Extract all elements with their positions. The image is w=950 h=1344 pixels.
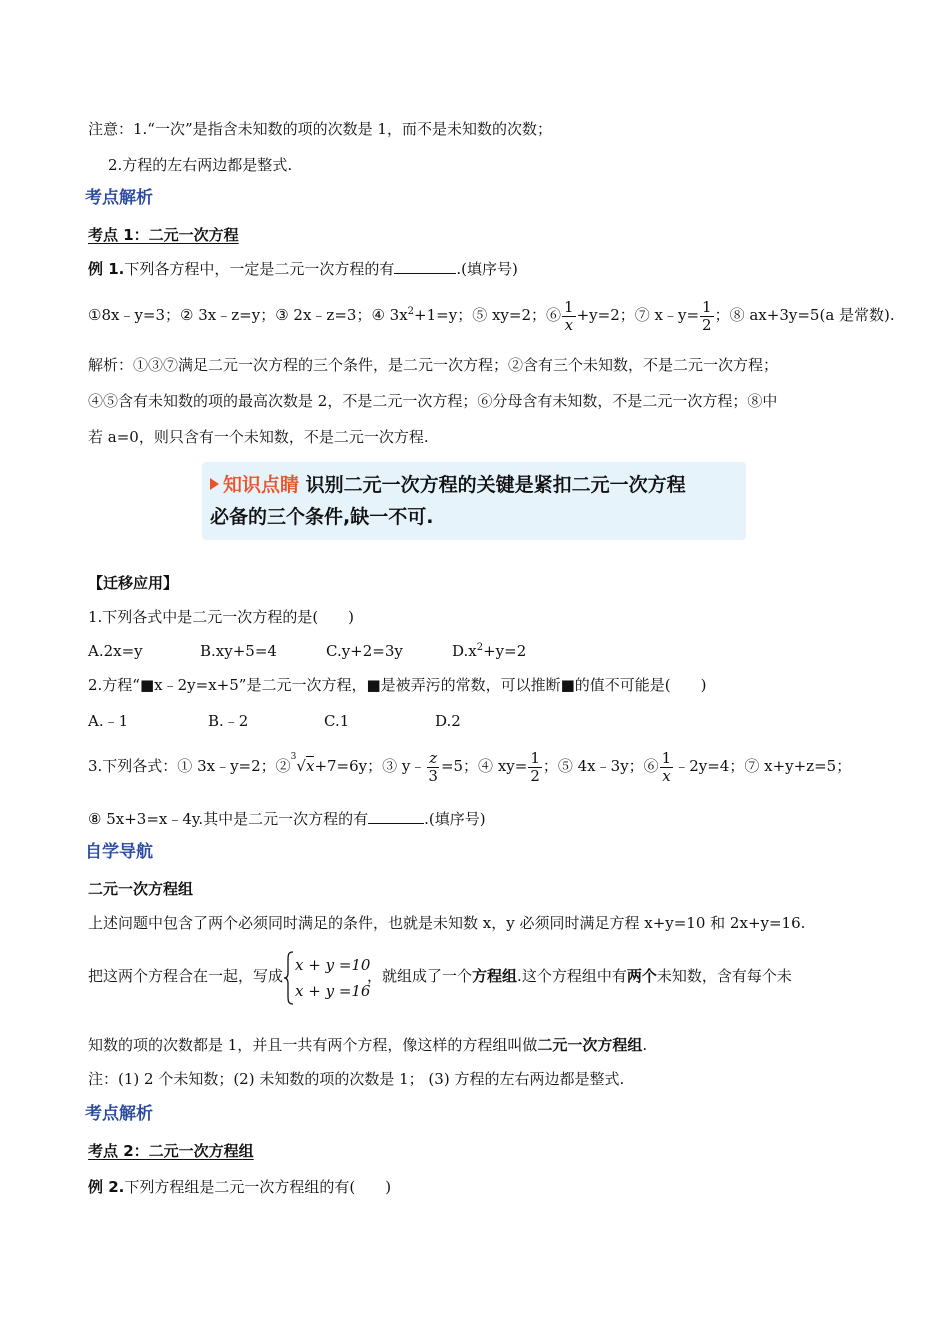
tip-line-2: 必备的三个条件,缺一不可.: [210, 506, 434, 528]
equation-8: ⑧ ax+3y=5(a 是常数).: [729, 306, 895, 324]
analysis-line-2: ④⑤含有未知数的项的最高次数是 2，不是二元一次方程；⑥分母含有未知数，不是二元一次方程；⑧中: [88, 392, 778, 410]
equation-system: [283, 951, 371, 1003]
fraction-denominator: 3: [428, 766, 438, 785]
practice-question-2: 2.方程“■x﹣2y=x+5”是二元一次方程，■是被弄污的常数，可以推断■的值不可能是( ): [88, 676, 707, 694]
q3-part-5: ﹣2y=4；⑦ x+y+z=5；: [674, 757, 852, 775]
equation-7-lhs: ⑦ x﹣y=: [634, 306, 700, 324]
tip-tag: 知识点睛: [223, 474, 300, 496]
knowledge-tip-box: [202, 462, 746, 540]
q3-line-2-suffix: .(填序号): [424, 810, 486, 828]
option-d-rest: +y=2: [483, 642, 527, 660]
practice-question-1: 1.下列各式中是二元一次方程的是( ): [88, 608, 355, 626]
example-1-equations: [88, 297, 895, 334]
example-1-text: 下列各方程中，一定是二元一次方程的有: [124, 260, 395, 278]
equation-4-rest: +1=y；: [414, 306, 473, 324]
section-heading-zixue: 自学导航: [85, 842, 153, 862]
fraction-denominator: x: [662, 766, 671, 785]
equation-4-base: ④ 3x: [371, 306, 408, 324]
p2-mid-2: .这个方程组中有: [517, 967, 627, 985]
option-d-exponent: 2: [476, 642, 484, 653]
q3-lead: 3.下列各式：① 3x﹣y=2；②: [88, 757, 291, 775]
fraction-numerator: 1: [530, 748, 540, 767]
example-2-label: 例 2.: [88, 1178, 125, 1196]
fraction-denominator: 2: [702, 315, 712, 334]
p2-lead: 把这两个方程合在一起，写成: [88, 967, 284, 985]
p3-tail: .: [642, 1036, 648, 1054]
section-2-paragraph-3: [88, 1034, 880, 1056]
option-a[interactable]: A.﹣1: [88, 712, 129, 730]
section-heading-kaodian: 考点解析: [85, 188, 153, 208]
tip-line-1: 识别二元一次方程的关键是紧扣二元一次方程: [305, 474, 686, 496]
equation-6-rest: +y=2；: [576, 306, 635, 324]
fraction-numerator: 1: [564, 297, 574, 316]
option-c[interactable]: C.1: [324, 712, 350, 730]
option-b[interactable]: B.xy+5=4: [200, 642, 277, 660]
fraction-numerator: 1: [661, 748, 672, 767]
fraction-denominator: 2: [530, 766, 540, 785]
example-1-answer-blank[interactable]: [394, 259, 456, 274]
q3-part-2: +7=6y；③ y﹣: [314, 757, 426, 775]
p2-tail: 未知数，含有每个未: [656, 967, 792, 985]
q3-fraction-1: [426, 750, 440, 785]
point-1-title-row: [88, 224, 880, 246]
equation-7-fraction: [700, 299, 714, 334]
equation-2: ② 3x﹣z=y；: [180, 306, 276, 324]
equation-4-exponent: 2: [407, 306, 415, 317]
option-d[interactable]: D.2: [435, 712, 461, 730]
example-1-label: 例 1.: [88, 260, 125, 278]
practice-question-3: [88, 748, 880, 785]
section-2-note: 注：(1) 2 个未知数；(2) 未知数的项的次数是 1； (3) 方程的左右两边都是整式.: [88, 1070, 625, 1088]
equation-3: ③ 2x﹣z=3；: [275, 306, 372, 324]
p3-lead: 知数的项的次数都是 1，并且一共有两个方程，像这样的方程组叫做: [88, 1036, 538, 1054]
option-d[interactable]: [452, 640, 526, 662]
fraction-numerator: 1: [702, 297, 712, 316]
practice-heading: 【迁移应用】: [88, 574, 179, 592]
example-2-text: 下列方程组是二元一次方程组的有( ): [124, 1178, 392, 1196]
q3-line-2-text: ⑧ 5x+3=x﹣4y.其中是二元一次方程的有: [88, 810, 369, 828]
equation-6: [546, 297, 635, 334]
left-brace-icon: [283, 951, 295, 1005]
section-2-paragraph-1: 上述问题中包含了两个必须同时满足的条件，也就是未知数 x，y 必须同时满足方程 x+y=10 和 2x+y=16.: [88, 914, 806, 932]
cube-root: [291, 748, 315, 784]
analysis-line-1: 解析：①③⑦满足二元一次方程的三个条件，是二元一次方程；②含有三个未知数，不是二元一次方程；: [88, 356, 779, 374]
play-triangle-icon: [210, 478, 219, 490]
root-radicand: x: [305, 757, 315, 775]
note-line-2: 2.方程的左右两边都是整式.: [108, 156, 293, 174]
option-d-base: D.x: [452, 642, 477, 660]
p2-mid: ，就组成了一个: [367, 967, 473, 985]
equation-7: [634, 297, 730, 334]
system-equation-2: x + y =16: [295, 982, 371, 1000]
section-2-title: 二元一次方程组: [88, 880, 194, 898]
term-liangge: 两个: [626, 967, 657, 985]
option-b[interactable]: B.﹣2: [208, 712, 249, 730]
example-1-suffix: .(填序号): [456, 260, 518, 278]
note-line-1: 注意：1.“一次”是指含未知数的项的次数是 1，而不是未知数的次数；: [88, 120, 552, 138]
equation-5: ⑤ xy=2；: [472, 306, 547, 324]
section-heading-kaodian-2: 考点解析: [85, 1104, 153, 1124]
option-a[interactable]: A.2x=y: [88, 642, 143, 660]
q3-part-4: ；⑤ 4x﹣3y；⑥: [542, 757, 659, 775]
point-2-title-row: [88, 1140, 880, 1162]
section-2-paragraph-2: [88, 950, 880, 1003]
point-2-title: 考点 2：二元一次方程组: [88, 1142, 254, 1160]
practice-question-3-line-2: [88, 808, 880, 830]
q3-fraction-3: [660, 750, 674, 785]
term-eryuan-fangchengzu: 二元一次方程组: [537, 1036, 643, 1054]
equation-7-rest: ；: [714, 306, 730, 324]
system-equation-1: x + y =10: [295, 956, 371, 974]
tip-row-1: [210, 472, 686, 498]
practice-question-2-options: [88, 710, 880, 732]
analysis-line-3: 若 a=0，则只含有一个未知数，不是二元一次方程.: [88, 428, 429, 446]
point-1-title: 考点 1：二元一次方程: [88, 226, 239, 244]
equation-1: ①8x﹣y=3；: [88, 306, 181, 324]
q3-answer-blank[interactable]: [368, 809, 424, 824]
equation-4: [371, 306, 472, 324]
equation-6-marker: ⑥: [546, 306, 562, 324]
radical-sign-icon: √: [296, 757, 306, 775]
q3-part-3: =5；④ xy=: [440, 757, 528, 775]
option-c[interactable]: C.y+2=3y: [326, 642, 403, 660]
practice-question-1-options: [88, 640, 880, 662]
fraction-numerator: z: [429, 748, 438, 767]
fraction-denominator: x: [564, 315, 574, 334]
equation-6-fraction: [562, 299, 576, 334]
example-2-question: [88, 1176, 880, 1198]
term-fangchengzu: 方程组: [472, 967, 518, 985]
example-1-question: [88, 258, 880, 280]
q3-fraction-2: [528, 750, 542, 785]
root-index: 3: [290, 752, 297, 762]
